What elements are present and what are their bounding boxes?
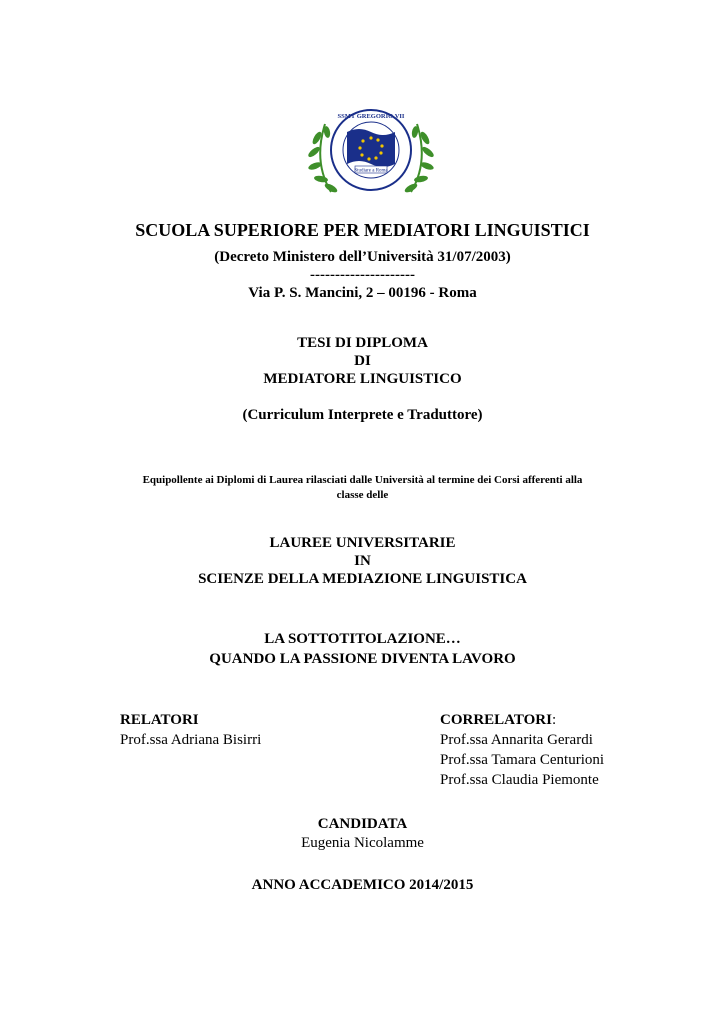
- equivalence-line1: Equipollente ai Diplomi di Laurea rilasciati dalle Università al termine dei Corsi afferenti alla: [142, 474, 583, 486]
- candidata-heading: CANDIDATA: [317, 816, 408, 832]
- school-name: SCUOLA SUPERIORE PER MEDIATORI LINGUISTICI: [135, 220, 590, 240]
- correlatori-heading: CORRELATORI: [440, 712, 552, 728]
- address-line: Via P. S. Mancini, 2 – 00196 - Roma: [248, 285, 477, 301]
- academic-year: ANNO ACCADEMICO 2014/2015: [251, 877, 474, 893]
- thesis-type-line3: MEDIATORE LINGUISTICO: [263, 371, 462, 387]
- school-logo: [303, 102, 439, 202]
- thesis-type-line2: DI: [354, 353, 371, 369]
- curriculum-line: (Curriculum Interprete e Traduttore): [242, 407, 483, 423]
- correlatori-colon: :: [551, 712, 557, 728]
- correlatore-name: Prof.ssa Tamara Centurioni: [440, 752, 605, 768]
- school-logo-graphic: [303, 102, 439, 202]
- decree-line: (Decreto Ministero dell’Università 31/07/2003): [214, 249, 511, 265]
- eu-flag-icon: [347, 129, 395, 167]
- correlatori-block: [440, 710, 604, 790]
- degree-line1: LAUREE UNIVERSITARIE: [269, 535, 456, 551]
- thesis-type-line1: TESI DI DIPLOMA: [297, 335, 428, 351]
- correlatore-name: Prof.ssa Claudia Piemonte: [440, 772, 599, 788]
- degree-line2: IN: [354, 553, 371, 569]
- equivalence-line2: classe delle: [336, 489, 389, 501]
- candidata-name: Eugenia Nicolamme: [301, 835, 424, 851]
- relatore-name: Prof.ssa Adriana Bisirri: [120, 732, 262, 748]
- thesis-title-line2: QUANDO LA PASSIONE DIVENTA LAVORO: [209, 651, 516, 667]
- relatori-block: [120, 710, 261, 750]
- degree-line3: SCIENZE DELLA MEDIAZIONE LINGUISTICA: [198, 571, 527, 587]
- logo-caption: Studiare a Roma: [354, 168, 388, 174]
- logo-top-text: SSMT GREGORIO VII: [337, 113, 405, 120]
- divider-line: ---------------------: [310, 267, 415, 283]
- correlatore-name: Prof.ssa Annarita Gerardi: [440, 732, 593, 748]
- thesis-title-line1: LA SOTTOTITOLAZIONE…: [264, 631, 461, 647]
- relatori-heading: RELATORI: [120, 712, 199, 728]
